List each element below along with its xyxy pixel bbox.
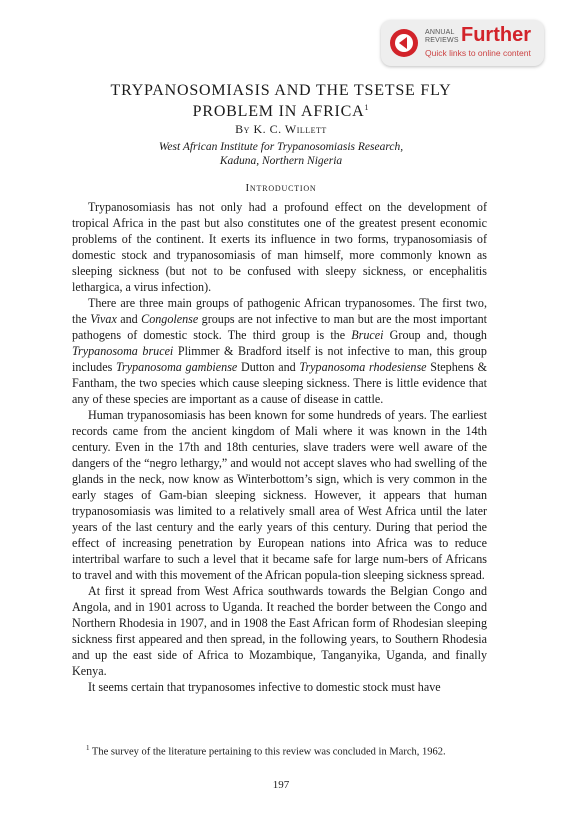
italic-term: Trypanosoma gambiense [116, 360, 238, 374]
italic-term: Trypanosoma rhodesiense [299, 360, 427, 374]
footnote-mark: 1 [86, 744, 90, 752]
text-run: At first it spread from West Africa southwards towards the Belgian Congo and Angola, and in 1901 across to Uganda. It reached the border between the Congo and Northern Rhodesia in 1907, and in 1908 the East African form of Rhodesian sleeping sickness first appeared and then spread, in the following years, to Southern Rhodesia and up the east side of Africa to Mozambique, Tanganyika, Uganda, and finally Kenya. [72, 584, 487, 678]
text-run: Human trypanosomiasis has been known for some hundreds of years. The earliest records came from the ancient kingdom of Mali where it was known in the 14th century. Even in the 17th and 18th centuries, slave traders were well aware of the dangers of the “negro lethargy,” and would not accept slaves who had swelling of the glands in the neck, now know as Winterbottom’s sign, which is very common in the early stages of Gam-bian sleeping sickness. However, it appears that human trypanosomiasis was limited to a relatively small area of West Africa until the later years of the last century and the early years of this century. During that period the effect of increasing penetration by European nations into Africa was to reduce intertribal warfare to such a level that it became safe for large num-bers of Africans to travel and with this movement of the African popula-tion sleeping sickness spread. [72, 408, 487, 582]
badge-annual-reviews-label: ANNUAL REVIEWS [425, 29, 459, 44]
text-run: Plimmer & Bradford itself is not infective to man, this group includes [72, 344, 487, 374]
article-title-line1: TRYPANOSOMIASIS AND THE TSETSE FLY [110, 82, 452, 99]
body-paragraph [72, 295, 487, 407]
italic-term: Vivax [90, 312, 117, 326]
italic-term: Brucei [351, 328, 384, 342]
further-badge[interactable] [381, 20, 544, 66]
text-run: Dutton and [237, 360, 300, 374]
author-affiliation [0, 140, 562, 168]
annual-reviews-logo-icon [389, 28, 419, 58]
text-run: Stephens & Fantham, the two species which cause sleeping sickness. There is little evidence that any of these species are important as a cause of disease in cattle. [72, 360, 487, 406]
article-title-line2: PROBLEM IN AFRICA [192, 103, 365, 120]
text-run: groups are not infective to man but are the most important pathogens of domestic stock. The third group is the [72, 312, 487, 342]
title-footnote-mark[interactable]: 1 [364, 103, 370, 112]
italic-term: Congolense [141, 312, 199, 326]
body-paragraph [72, 583, 487, 679]
text-run: Trypanosomiasis has not only had a profound effect on the development of tropical Africa in the past but also constitutes one of the greatest present economic problems of the continent. It exerts its influence in two forms, trypanosomiasis of domestic stock and trypanosomiasis of man himself, more commonly known as sleeping sickness (but not to be confused with sleepy sickness, or encephalitis lethargica, a virus infection). [72, 200, 487, 294]
body-paragraph [72, 407, 487, 583]
article-body [72, 199, 487, 695]
italic-term: Trypanosoma brucei [72, 344, 174, 358]
body-paragraph [72, 679, 487, 695]
footnote-text: The survey of the literature pertaining to this review was concluded in March, 1962. [89, 746, 446, 758]
page-number: 197 [272, 779, 290, 791]
text-run: There are three main groups of pathogenic African trypanosomes. The first two, the [72, 296, 487, 326]
section-heading-introduction: Introduction [245, 182, 317, 194]
footnote [72, 741, 487, 760]
text-run: It seems certain that trypanosomes infective to domestic stock must have [88, 680, 441, 694]
author-byline: By K. C. Willett [235, 122, 327, 136]
badge-quick-links-text[interactable]: Quick links to online content [425, 48, 531, 58]
text-run: and [116, 312, 142, 326]
badge-further-label[interactable]: Further [461, 24, 531, 46]
article-title [0, 82, 562, 120]
body-paragraph [72, 199, 487, 295]
text-run: Group and, though [383, 328, 487, 342]
affiliation-line1: West African Institute for Trypanosomiasis Research, [158, 141, 404, 153]
affiliation-line2: Kaduna, Northern Nigeria [219, 155, 343, 167]
